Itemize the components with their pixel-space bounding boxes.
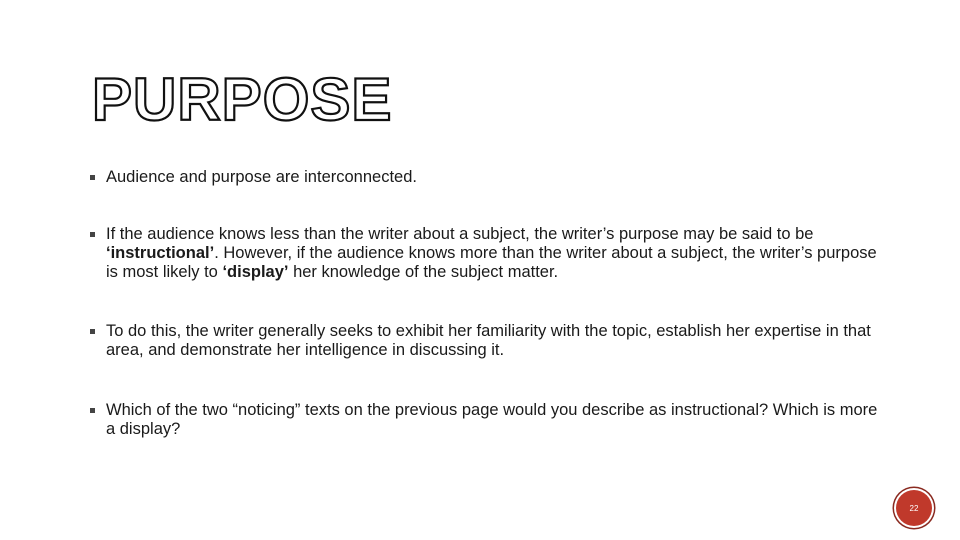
- bullet-text: If the audience knows less than the writer about a subject, the writer’s purpose may be said to be: [106, 225, 814, 243]
- bullet-text: To do this, the writer generally seeks to exhibit her familiarity with the topic, establish her expertise in that area, and demonstrate her intelligence in discussing it.: [106, 322, 871, 359]
- emphasis-display: ‘display’: [222, 263, 289, 281]
- bullet-item: [88, 322, 888, 360]
- bullet-text: Audience and purpose are interconnected.: [106, 168, 417, 186]
- slide-number-badge: [896, 490, 932, 526]
- bullet-item: [88, 168, 888, 187]
- bullet-text: Which of the two “noticing” texts on the previous page would you describe as instructional? Which is more a display?: [106, 401, 878, 438]
- emphasis-instructional: ‘instructional’: [106, 244, 215, 262]
- bullet-item: [88, 225, 888, 282]
- slide-title: PURPOSE: [92, 66, 393, 133]
- bullet-text: her knowledge of the subject matter.: [288, 263, 559, 281]
- bullet-list: [88, 168, 888, 439]
- bullet-text: . However, if the audience knows more than the writer about a subject, the writer’s purpose is most likely to: [106, 244, 877, 281]
- slide-number: 22: [909, 503, 919, 513]
- bullet-item: [88, 401, 888, 439]
